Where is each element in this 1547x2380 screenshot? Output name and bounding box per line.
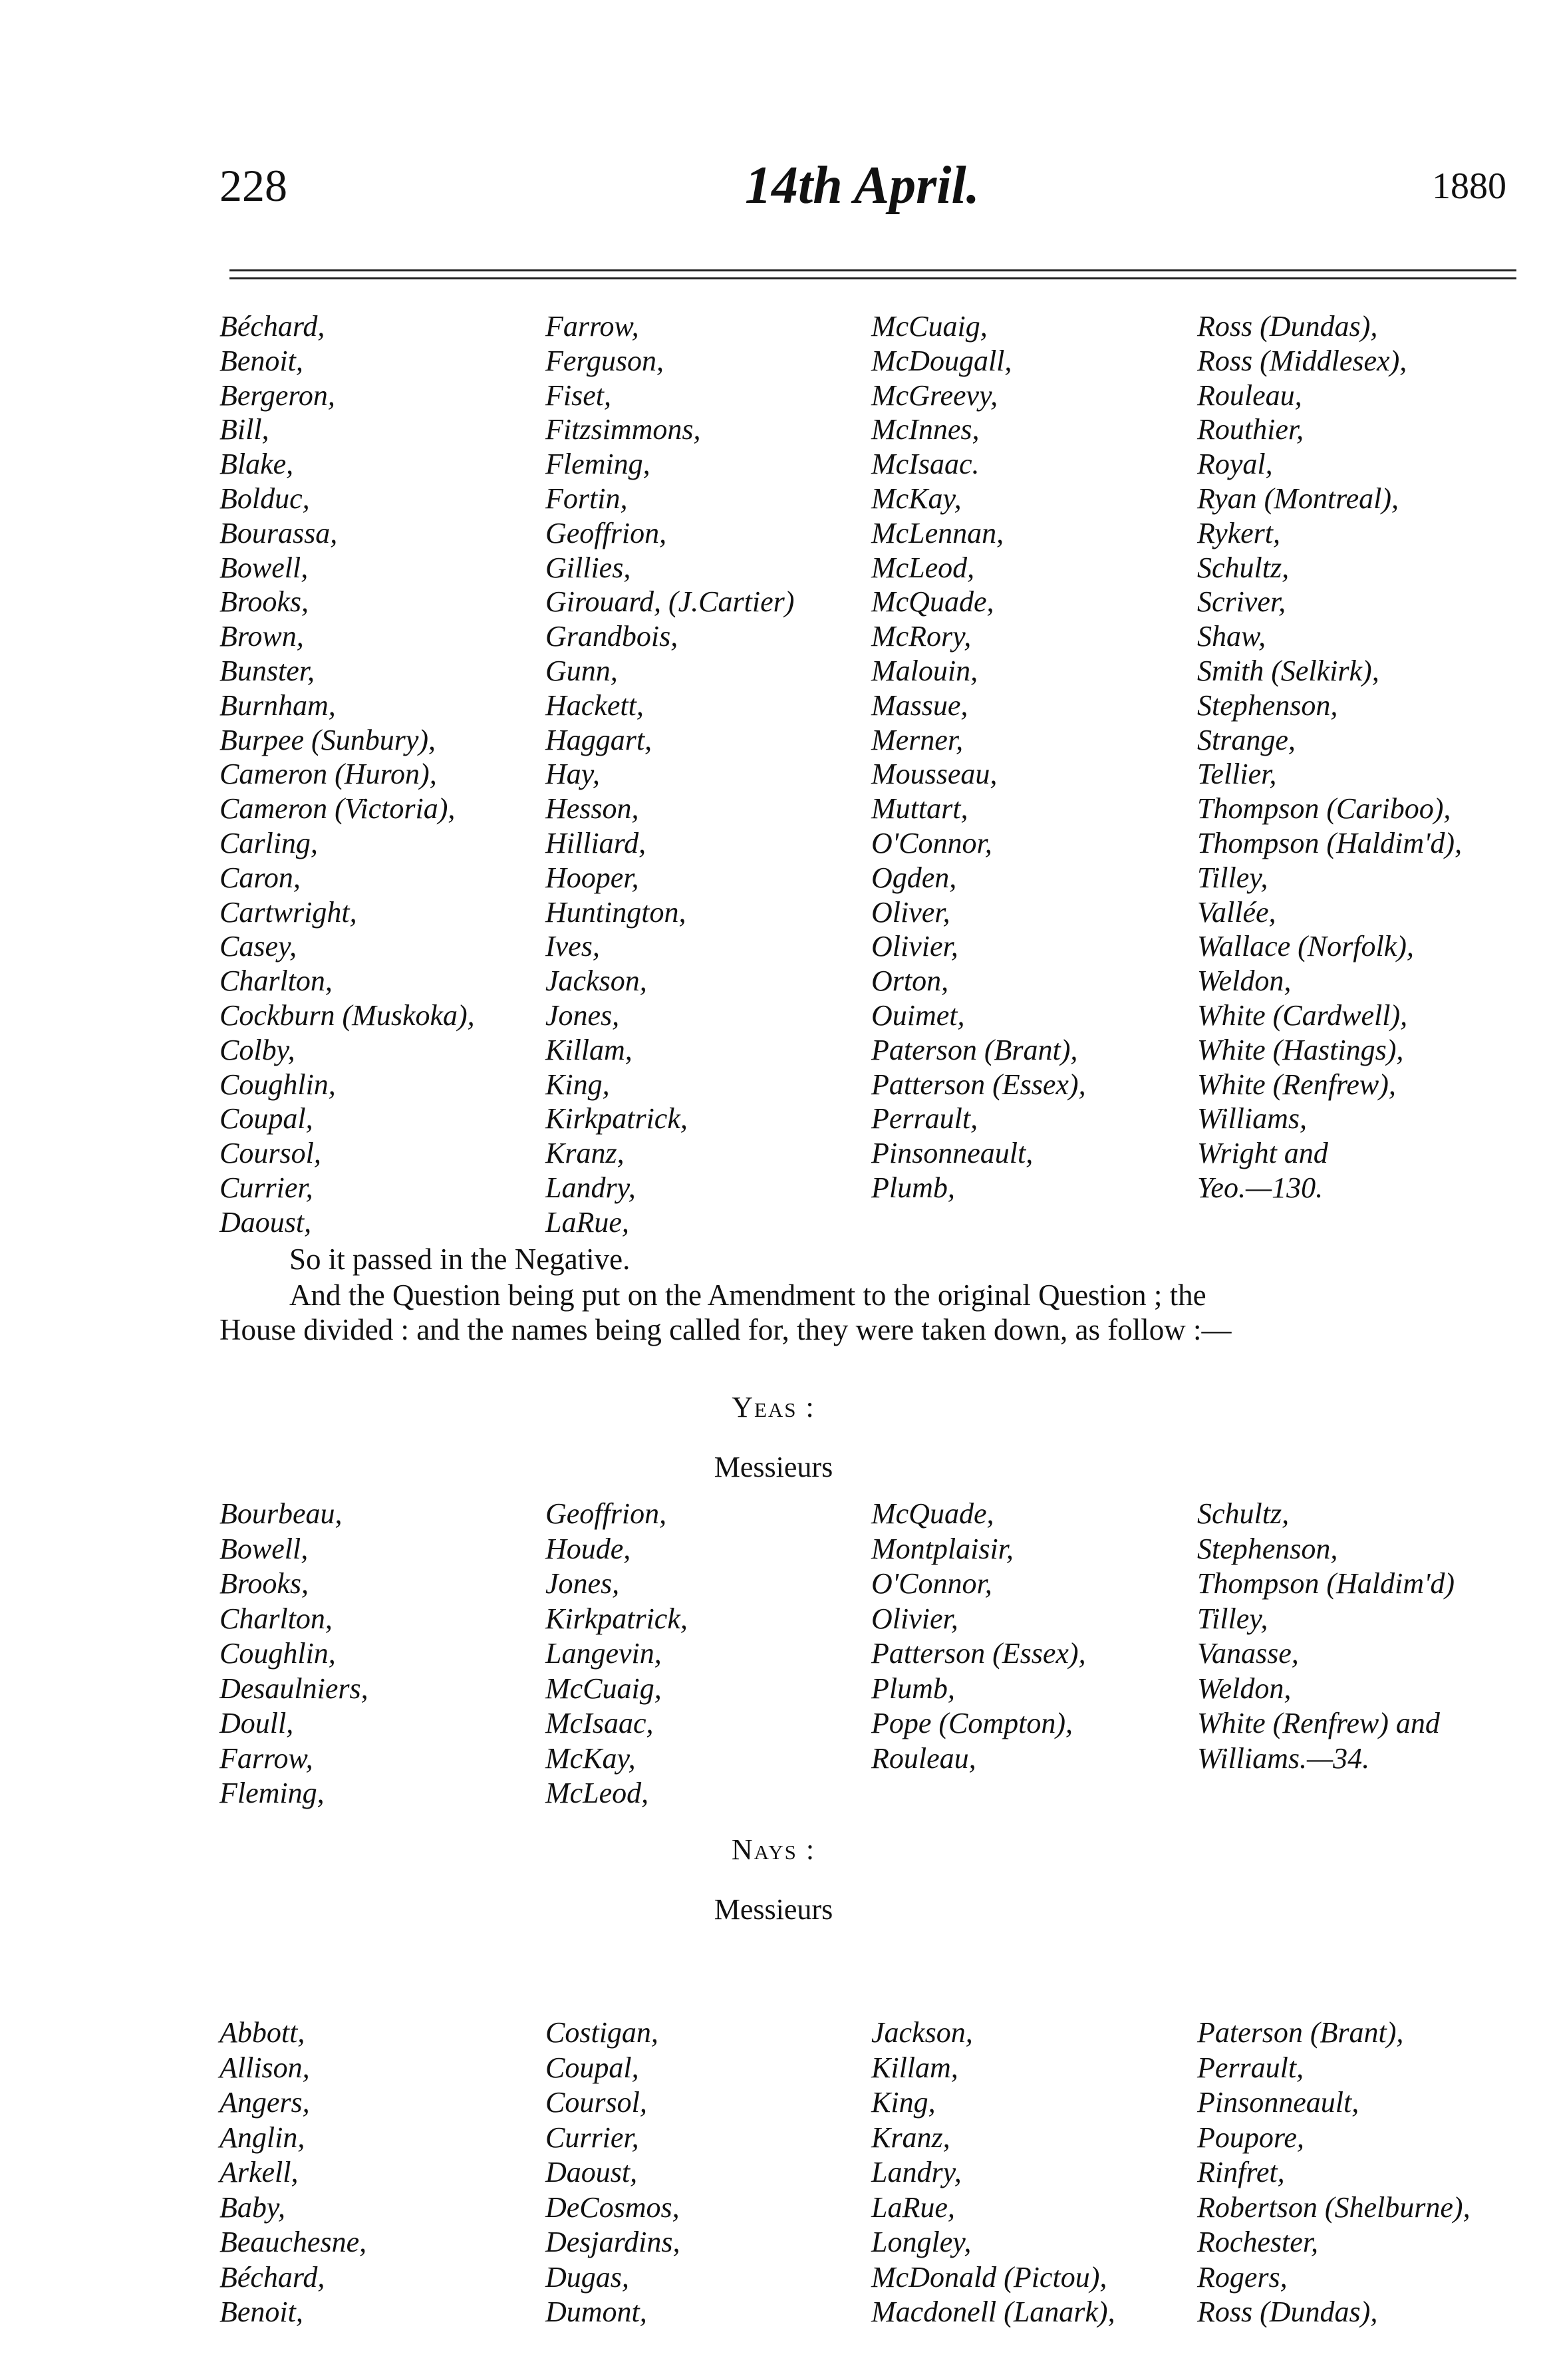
member-name: King, [545,1068,610,1101]
member-name: Stephenson, [1197,1532,1338,1565]
member-name: Massue, [871,688,968,722]
member-name: LaRue, [871,2190,955,2224]
member-name: Ferguson, [545,344,664,377]
member-name: Hesson, [545,792,639,825]
member-name: White (Cardwell), [1197,998,1408,1032]
member-name: Hooper, [545,861,639,894]
member-name: Thompson (Haldim'd) [1197,1567,1455,1600]
member-name: Bourbeau, [219,1497,343,1530]
member-name: Cameron (Victoria), [219,792,456,825]
member-name: McDonald (Pictou), [871,2260,1107,2294]
member-name: Ouimet, [871,998,965,1032]
member-name: Fleming, [219,1777,325,1809]
member-name: Jones, [545,998,620,1032]
member-name: Routhier, [1197,413,1304,446]
member-name: O'Connor, [871,826,992,859]
member-name: Bowell, [219,1532,309,1565]
name-column [1197,2015,1536,2330]
member-name: Vallée, [1197,895,1276,929]
member-name: Daoust, [219,1205,312,1239]
member-name: Farrow, [545,310,639,343]
member-name: Ross (Dundas), [1197,2296,1378,2328]
member-name: Geoffrion, [545,516,667,549]
member-name: Baby, [219,2190,285,2224]
member-name: Costigan, [545,2016,658,2049]
member-name: Desaulniers, [219,1672,368,1705]
member-name: Kranz, [545,1137,625,1170]
name-column [545,2015,871,2330]
member-name: Williams.—34. [1197,1741,1370,1775]
member-name: Rinfret, [1197,2156,1285,2188]
name-column [871,309,1197,1240]
member-name: Hackett, [545,688,644,722]
name-column [871,2015,1197,2330]
member-name: Paterson (Brant), [871,1033,1078,1066]
member-name: Daoust, [545,2156,638,2188]
member-name: Fiset, [545,378,611,412]
member-name: Coupal, [545,2051,639,2084]
member-name: Geoffrion, [545,1497,667,1530]
member-name: Poupore, [1197,2121,1304,2154]
member-name: Landry, [545,1171,636,1204]
name-column [545,1497,871,1811]
member-name: Brown, [219,620,304,653]
member-name: Casey, [219,930,297,963]
member-name: Coughlin, [219,1637,336,1670]
member-name: Brooks, [219,1567,309,1600]
member-name: McCuaig, [871,310,988,343]
member-name: McLeod, [545,1777,649,1809]
member-name: Burnham, [219,688,336,722]
member-name: Bowell, [219,551,309,584]
member-name: Jones, [545,1567,620,1600]
member-name: Perrault, [871,1102,978,1135]
narrative-line-3: House divided : and the names being called for, they were taken down, as follow :— [219,1313,1232,1346]
member-name: McKay, [871,482,962,515]
member-name: Rogers, [1197,2260,1288,2294]
header-year: 1880 [1432,166,1506,207]
member-name: Longley, [871,2226,972,2258]
member-name: Williams, [1197,1102,1308,1135]
member-name: Tilley, [1197,861,1268,894]
member-name: Arkell, [219,2156,299,2188]
member-name: Perrault, [1197,2051,1304,2084]
member-name: Wallace (Norfolk), [1197,930,1414,963]
member-name: McIsaac, [545,1707,654,1739]
member-name: McInnes, [871,413,980,446]
member-name: Beauchesne, [219,2226,367,2258]
member-name: Olivier, [871,1602,958,1635]
member-name: McGreevy, [871,378,998,412]
member-name: Rouleau, [871,1741,976,1775]
member-name: Olivier, [871,930,958,963]
member-name: Pinsonneault, [871,1137,1034,1170]
member-name: Béchard, [219,2260,325,2294]
member-name: Rochester, [1197,2226,1319,2258]
member-name: Fortin, [545,482,628,515]
member-name: Oliver, [871,895,950,929]
member-name: Robertson (Shelburne), [1197,2190,1471,2224]
member-name: McDougall, [871,344,1012,377]
name-column [1197,309,1536,1240]
header-rule-bottom [229,277,1516,279]
yeas-list [219,1497,1536,1811]
member-name: Kranz, [871,2121,950,2154]
yeas-heading: Yeas : [732,1391,815,1423]
member-name: Desjardins, [545,2226,680,2258]
header-date: 14th April. [745,156,980,215]
member-name: Cockburn (Muskoka), [219,998,475,1032]
member-name: Plumb, [871,1171,955,1204]
member-name: Weldon, [1197,965,1292,998]
member-name: Tilley, [1197,1602,1268,1635]
member-name: Scriver, [1197,585,1286,619]
member-name: Patterson (Essex), [871,1068,1086,1101]
member-name: Malouin, [871,654,978,687]
member-name: Brooks, [219,585,309,619]
member-name: Vanasse, [1197,1637,1299,1670]
member-name: Doull, [219,1707,294,1739]
member-name: Montplaisir, [871,1532,1014,1565]
member-name: McKay, [545,1741,636,1775]
narrative-line-2: And the Question being put on the Amendment to the original Question ; the [289,1278,1206,1312]
member-name: McQuade, [871,1497,994,1530]
member-name: LaRue, [545,1205,629,1239]
member-name: Fleming, [545,448,650,481]
member-name: Landry, [871,2156,962,2188]
member-name: Carling, [219,826,318,859]
member-name: Abbott, [219,2016,305,2049]
member-name: Bourassa, [219,516,338,549]
member-name: McQuade, [871,585,994,619]
member-name: Coughlin, [219,1068,336,1101]
member-name: Kirkpatrick, [545,1102,688,1135]
member-name: Anglin, [219,2121,305,2154]
member-name: Ross (Dundas), [1197,310,1378,343]
member-name: Patterson (Essex), [871,1637,1086,1670]
member-name: Killam, [871,2051,958,2084]
member-name: Weldon, [1197,1672,1292,1705]
member-name: McLennan, [871,516,1004,549]
member-name: Stephenson, [1197,688,1338,722]
member-name: Orton, [871,965,949,998]
member-name: Béchard, [219,310,325,343]
member-name: DeCosmos, [545,2190,680,2224]
nays-heading: Nays : [731,1833,816,1866]
member-name: Thompson (Cariboo), [1197,792,1451,825]
member-name: Yeo.—130. [1197,1171,1324,1204]
member-name: O'Connor, [871,1567,992,1600]
name-column [545,309,871,1240]
member-name: Rykert, [1197,516,1281,549]
member-name: Benoit, [219,344,303,377]
member-name: Farrow, [219,1741,313,1775]
member-name: Muttart, [871,792,968,825]
member-name: Wright and [1197,1137,1328,1170]
member-name: Paterson (Brant), [1197,2016,1404,2049]
member-name: Strange, [1197,723,1296,756]
member-name: Shaw, [1197,620,1266,653]
member-name: Ogden, [871,861,957,894]
member-name: King, [871,2086,936,2119]
member-name: Thompson (Haldim'd), [1197,826,1463,859]
member-name: Ryan (Montreal), [1197,482,1399,515]
member-name: Kirkpatrick, [545,1602,688,1635]
member-name: Langevin, [545,1637,662,1670]
member-name: Jackson, [871,2016,973,2049]
division-list [219,309,1536,1240]
member-name: Charlton, [219,965,333,998]
member-name: Burpee (Sunbury), [219,723,436,756]
member-name: Schultz, [1197,551,1290,584]
member-name: Cartwright, [219,895,357,929]
member-name: McRory, [871,620,972,653]
yeas-subheading: Messieurs [714,1451,833,1483]
member-name: Blake, [219,448,294,481]
member-name: Mousseau, [871,758,998,791]
member-name: Macdonell (Lanark), [871,2296,1115,2328]
member-name: Bergeron, [219,378,335,412]
member-name: Coursol, [545,2086,647,2119]
member-name: Schultz, [1197,1497,1290,1530]
member-name: Rouleau, [1197,378,1302,412]
member-name: Ives, [545,930,600,963]
member-name: Cameron (Huron), [219,758,437,791]
member-name: Bolduc, [219,482,310,515]
member-name: Pinsonneault, [1197,2086,1359,2119]
nays-subheading: Messieurs [714,1893,833,1926]
header-rule-top [229,269,1516,271]
member-name: Gunn, [545,654,618,687]
member-name: Angers, [219,2086,310,2119]
member-name: Coupal, [219,1102,313,1135]
member-name: McCuaig, [545,1672,662,1705]
member-name: Pope (Compton), [871,1707,1073,1739]
member-name: Girouard, (J.Cartier) [545,585,795,619]
member-name: Jackson, [545,965,647,998]
member-name: Currier, [219,1171,313,1204]
page-header [219,156,1536,215]
member-name: Dumont, [545,2296,647,2328]
member-name: Charlton, [219,1602,333,1635]
member-name: Hay, [545,758,600,791]
member-name: Bill, [219,413,269,446]
member-name: White (Renfrew), [1197,1068,1396,1101]
member-name: Currier, [545,2121,639,2154]
member-name: Allison, [219,2051,310,2084]
member-name: Gillies, [545,551,631,584]
name-column [871,1497,1197,1811]
member-name: Bunster, [219,654,315,687]
member-name: Dugas, [545,2260,629,2294]
name-column [219,309,545,1240]
member-name: Hilliard, [545,826,646,859]
member-name: Coursol, [219,1137,321,1170]
member-name: Plumb, [871,1672,955,1705]
member-name: Royal, [1197,448,1273,481]
member-name: Caron, [219,861,301,894]
name-column [219,1497,545,1811]
member-name: Tellier, [1197,758,1277,791]
member-name: Huntington, [545,895,686,929]
member-name: Smith (Selkirk), [1197,654,1379,687]
member-name: Ross (Middlesex), [1197,344,1407,377]
nays-list [219,2015,1536,2330]
member-name: Haggart, [545,723,652,756]
member-name: White (Hastings), [1197,1033,1404,1066]
member-name: Merner, [871,723,964,756]
page-number: 228 [219,160,287,211]
member-name: Houde, [545,1532,631,1565]
name-column [219,2015,545,2330]
member-name: Benoit, [219,2296,303,2328]
narrative-line-1: So it passed in the Negative. [289,1243,631,1276]
member-name: McIsaac. [871,448,980,481]
member-name: White (Renfrew) and [1197,1707,1440,1739]
member-name: McLeod, [871,551,975,584]
member-name: Colby, [219,1033,295,1066]
member-name: Fitzsimmons, [545,413,701,446]
member-name: Grandbois, [545,620,678,653]
name-column [1197,1497,1536,1811]
member-name: Killam, [545,1033,633,1066]
